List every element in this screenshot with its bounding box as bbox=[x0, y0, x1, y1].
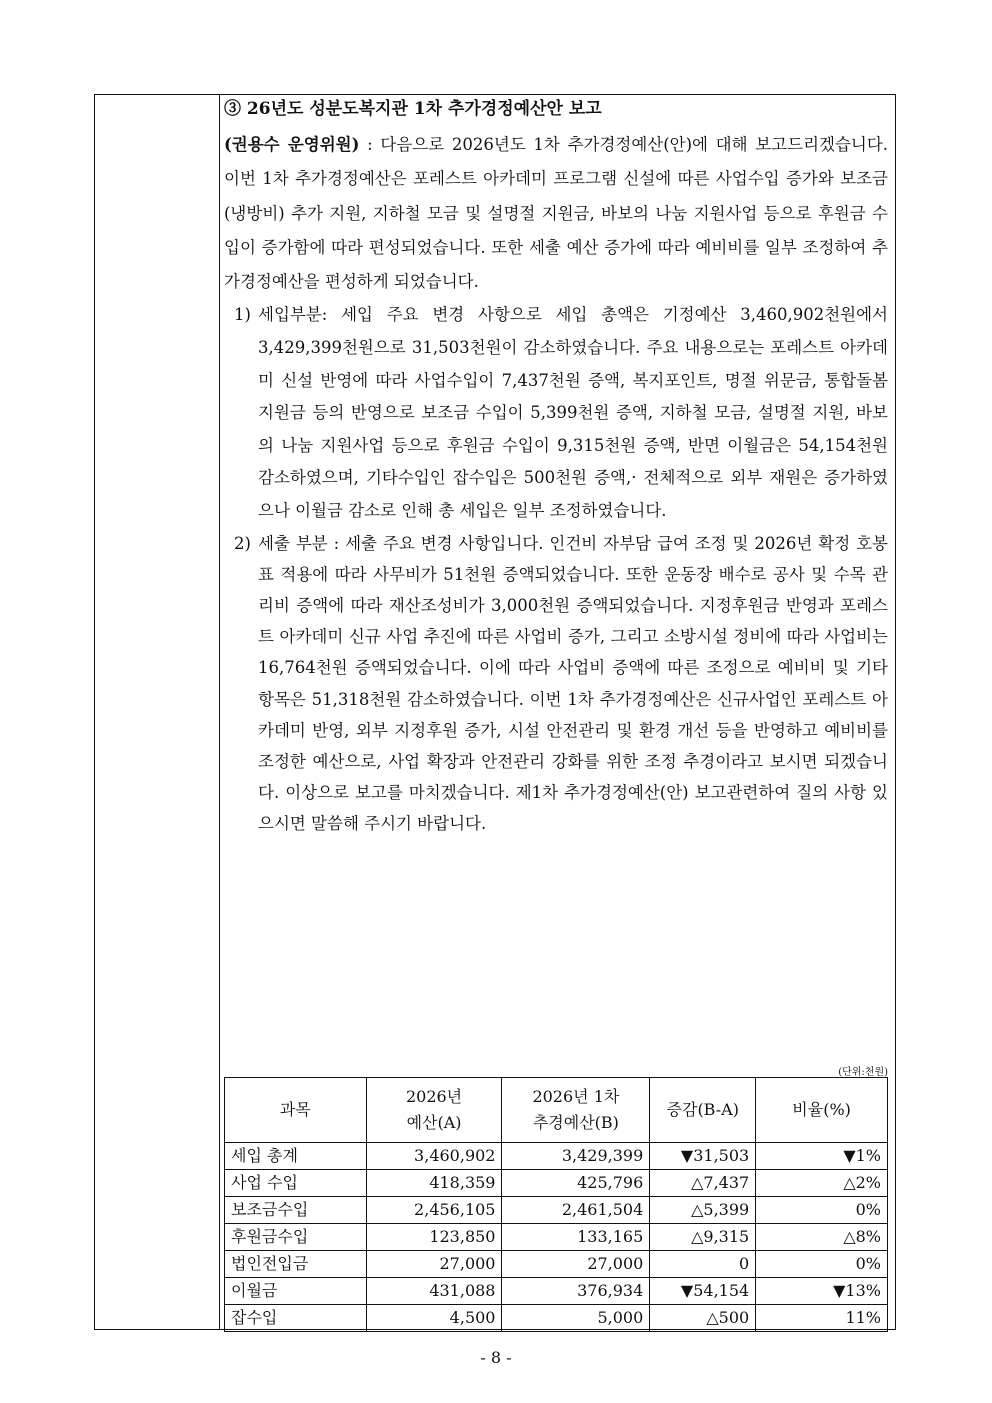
row-ratio: 0% bbox=[756, 1197, 888, 1224]
table-row bbox=[225, 1251, 888, 1278]
header-subject: 과목 bbox=[225, 1078, 367, 1143]
row-name: 잡수입 bbox=[225, 1305, 367, 1332]
row-budget-a: 27,000 bbox=[366, 1251, 502, 1278]
page-number: - 8 - bbox=[480, 1348, 512, 1367]
header-budget-b: 2026년 1차 추경예산(B) bbox=[502, 1078, 650, 1143]
row-budget-a: 3,460,902 bbox=[366, 1143, 502, 1170]
row-name: 보조금수입 bbox=[225, 1197, 367, 1224]
row-ratio: ▼13% bbox=[756, 1278, 888, 1305]
row-name: 세입 총계 bbox=[225, 1143, 367, 1170]
row-budget-b: 425,796 bbox=[502, 1170, 650, 1197]
row-budget-b: 2,461,504 bbox=[502, 1197, 650, 1224]
row-budget-a: 431,088 bbox=[366, 1278, 502, 1305]
unit-label: (단위:천원) bbox=[838, 1067, 888, 1078]
header-budget-a: 2026년 예산(A) bbox=[366, 1078, 502, 1143]
intro-text: : 다음으로 2026년도 1차 추가경정예산(안)에 대해 보고드리겠습니다. 이번 1차 추가경정예산은 포레스트 아카데미 프로그램 신설에 따른 사업수입 증가와 보조금(냉방비) 추가 지원, 지하철 모금 및 설명절 지원금, 바보의 나눔 지원사업 등으로 후원금 수입이 증가함에 따라 편성되었습니다. 또한 세출 예산 증가에 따라 예비비를 일부 조정하여 추가경정예산을 편성하게 되었습니다. bbox=[224, 135, 889, 292]
row-name: 법인전입금 bbox=[225, 1251, 367, 1278]
row-name: 후원금수입 bbox=[225, 1224, 367, 1251]
row-budget-b: 27,000 bbox=[502, 1251, 650, 1278]
table-row bbox=[225, 1224, 888, 1251]
row-ratio: 0% bbox=[756, 1251, 888, 1278]
row-ratio: 11% bbox=[756, 1305, 888, 1332]
row-diff: ▼31,503 bbox=[650, 1143, 756, 1170]
row-name: 이월금 bbox=[225, 1278, 367, 1305]
row-budget-b: 133,165 bbox=[502, 1224, 650, 1251]
row-ratio: △8% bbox=[756, 1224, 888, 1251]
item-number: 1) bbox=[234, 305, 251, 325]
budget-table bbox=[224, 1077, 888, 1332]
row-diff: △7,437 bbox=[650, 1170, 756, 1197]
row-diff: △9,315 bbox=[650, 1224, 756, 1251]
table-area bbox=[224, 0, 888, 1403]
table-row bbox=[225, 1170, 888, 1197]
table-row bbox=[225, 1143, 888, 1170]
header-ratio: 비율(%) bbox=[756, 1078, 888, 1143]
column-divider bbox=[219, 95, 220, 1329]
row-name: 사업 수입 bbox=[225, 1170, 367, 1197]
item-text: 세출 부분 : 세출 주요 변경 사항입니다. 인건비 자부담 급여 조정 및 2026년 확정 호봉표 적용에 따라 사무비가 51천원 증액되었습니다. 또한 운동장 배수로 공사 및 수목 관리비 증액에 따라 재산조성비가 3,000천원 증액되었습니다. 지정후원금 반영과 포레스트 아카데미 신규 사업 추진에 따른 사업비 증가, 그리고 소방시설 정비에 따라 사업비는 16,764천원 증액되었습니다. 이에 따라 사업비 증액에 따른 조정으로 예비비 및 기타 항목은 51,318천원 감소하였습니다. 이번 1차 추가경정예산은 신규사업인 포레스트 아카데미 반영, 외부 지정후원 증가, 시설 안전관리 및 환경 개선 등을 반영하고 예비비를 조정한 예산으로, 사업 확장과 안전관리 강화를 위한 조정 추경이라고 보시면 되겠습니다. 이상으로 보고를 마치겠습니다. 제1차 추가경정예산(안) 보고관련하여 질의 사항 있으시면 말씀해 주시기 바랍니다. bbox=[258, 533, 888, 834]
row-budget-a: 2,456,105 bbox=[366, 1197, 502, 1224]
speaker-name: (권용수 운영위원) bbox=[224, 135, 360, 154]
row-budget-b: 5,000 bbox=[502, 1305, 650, 1332]
row-ratio: △2% bbox=[756, 1170, 888, 1197]
header-diff: 증감(B-A) bbox=[650, 1078, 756, 1143]
row-diff: 0 bbox=[650, 1251, 756, 1278]
table-row bbox=[225, 1278, 888, 1305]
table-header-row bbox=[225, 1078, 888, 1143]
row-diff: ▼54,154 bbox=[650, 1278, 756, 1305]
item-text: 세입부분: 세입 주요 변경 사항으로 세입 총액은 기정예산 3,460,902천원에서 3,429,399천원으로 31,503천원이 감소하였습니다. 주요 내용으로는 포레스트 아카데미 신설 반영에 따라 사업수입이 7,437천원 증액, 복지포인트, 명절 위문금, 통합돌봄 지원금 등의 반영으로 보조금 수입이 5,399천원 증액, 지하철 모금, 설명절 지원, 바보의 나눔 지원사업 등으로 후원금 수입이 9,315천원 증액, 반면 이월금은 54,154천원 감소하였으며, 기타수입인 잡수입은 500천원 증액,· 전체적으로 외부 재원은 증가하였으나 이월금 감소로 인해 총 세입은 일부 조정하였습니다. bbox=[258, 305, 888, 521]
row-budget-a: 418,359 bbox=[366, 1170, 502, 1197]
row-diff: △5,399 bbox=[650, 1197, 756, 1224]
row-ratio: ▼1% bbox=[756, 1143, 888, 1170]
row-budget-b: 376,934 bbox=[502, 1278, 650, 1305]
section-heading: ③ 26년도 성분도복지관 1차 추가경정예산안 보고 bbox=[224, 99, 602, 119]
item-number: 2) bbox=[234, 533, 251, 553]
row-budget-a: 123,850 bbox=[366, 1224, 502, 1251]
row-budget-b: 3,429,399 bbox=[502, 1143, 650, 1170]
table-row bbox=[225, 1197, 888, 1224]
table-row bbox=[225, 1305, 888, 1332]
row-budget-a: 4,500 bbox=[366, 1305, 502, 1332]
row-diff: △500 bbox=[650, 1305, 756, 1332]
